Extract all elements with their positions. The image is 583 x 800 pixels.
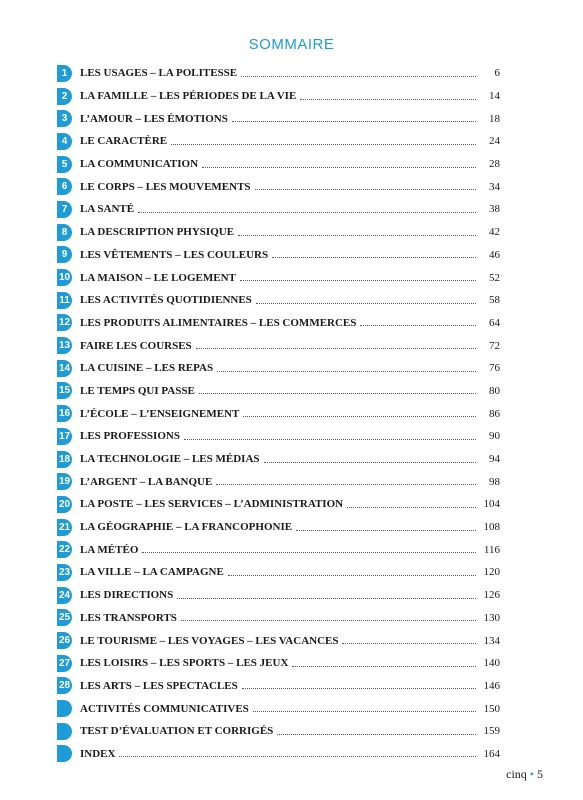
chapter-number-badge: 20 [57, 496, 72, 513]
page-number: 72 [489, 339, 500, 352]
table-of-contents [57, 62, 500, 765]
toc-entry[interactable] [57, 221, 500, 244]
toc-entry[interactable] [57, 720, 500, 743]
dot-leader [119, 748, 476, 757]
dot-leader [277, 726, 476, 735]
chapter-number-badge: 24 [57, 587, 72, 604]
dot-leader [196, 340, 476, 349]
chapter-title: LES ARTS – LES SPECTACLES [80, 679, 238, 692]
dot-leader [242, 680, 476, 689]
toc-entry[interactable] [57, 175, 500, 198]
page-number: 126 [483, 589, 500, 602]
chapter-number-badge: 16 [57, 405, 72, 422]
toc-entry[interactable] [57, 334, 500, 357]
page-number: 146 [483, 679, 500, 692]
toc-entry[interactable] [57, 153, 500, 176]
chapter-number-badge: 18 [57, 451, 72, 468]
chapter-title: LES USAGES – LA POLITESSE [80, 67, 238, 80]
toc-entry[interactable] [57, 516, 500, 539]
page-number: 104 [483, 498, 500, 511]
chapter-title: LA SANTÉ [80, 203, 135, 216]
toc-entry[interactable] [57, 607, 500, 630]
toc-entry[interactable] [57, 357, 500, 380]
chapter-title: LE CORPS – LES MOUVEMENTS [80, 180, 251, 193]
chapter-title: LA FAMILLE – LES PÉRIODES DE LA VIE [80, 90, 297, 103]
chapter-number-badge: 15 [57, 382, 72, 399]
dot-leader [238, 227, 476, 236]
chapter-number-badge: 12 [57, 314, 72, 331]
chapter-title: LE TEMPS QUI PASSE [80, 384, 195, 397]
chapter-title: LES DIRECTIONS [80, 589, 174, 602]
chapter-title: LES PRODUITS ALIMENTAIRES – LES COMMERCES [80, 316, 357, 329]
page-number: 6 [494, 67, 500, 80]
page-number: 14 [489, 90, 500, 103]
footer-word: cinq [506, 767, 527, 781]
toc-entry[interactable] [57, 107, 500, 130]
dot-leader [240, 272, 476, 281]
page-number: 64 [489, 316, 500, 329]
toc-entry[interactable] [57, 85, 500, 108]
chapter-title: L’ARGENT – LA BANQUE [80, 475, 213, 488]
page-number: 46 [489, 248, 500, 261]
dot-leader [138, 204, 476, 213]
toc-entry[interactable] [57, 380, 500, 403]
chapter-number-badge [57, 745, 72, 762]
chapter-number-badge: 11 [57, 292, 72, 309]
page-title: SOMMAIRE [248, 36, 335, 53]
chapter-title: LA VILLE – LA CAMPAGNE [80, 566, 224, 579]
chapter-number-badge: 25 [57, 609, 72, 626]
page-number: 24 [489, 135, 500, 148]
page-number: 120 [483, 566, 500, 579]
chapter-number-badge: 1 [57, 65, 72, 82]
page-number: 130 [483, 611, 500, 624]
chapter-title: LE TOURISME – LES VOYAGES – LES VACANCES [80, 634, 339, 647]
chapter-title: FAIRE LES COURSES [80, 339, 192, 352]
page-number: 76 [489, 362, 500, 375]
toc-entry[interactable] [57, 538, 500, 561]
chapter-number-badge: 19 [57, 473, 72, 490]
chapter-title: ACTIVITÉS COMMUNICATIVES [80, 702, 249, 715]
chapter-title: LA COMMUNICATION [80, 158, 199, 171]
dot-leader [177, 590, 476, 599]
chapter-number-badge: 26 [57, 632, 72, 649]
chapter-number-badge [57, 700, 72, 717]
chapter-number-badge: 23 [57, 564, 72, 581]
chapter-number-badge: 28 [57, 677, 72, 694]
toc-entry[interactable] [57, 652, 500, 675]
dot-leader [181, 612, 476, 621]
dot-leader [199, 385, 476, 394]
dot-leader [232, 113, 476, 122]
dot-leader [216, 476, 476, 485]
chapter-title: LES TRANSPORTS [80, 611, 177, 624]
dot-leader [171, 136, 476, 145]
toc-entry[interactable] [57, 244, 500, 267]
chapter-title: LA CUISINE – LES REPAS [80, 362, 214, 375]
toc-entry[interactable] [57, 675, 500, 698]
toc-entry[interactable] [57, 425, 500, 448]
chapter-title: LA MAISON – LE LOGEMENT [80, 271, 236, 284]
footer-page-number: 5 [537, 767, 543, 781]
toc-entry[interactable] [57, 697, 500, 720]
page-number: 108 [483, 521, 500, 534]
toc-entry[interactable] [57, 198, 500, 221]
dot-leader [241, 68, 476, 77]
page-number: 38 [489, 203, 500, 216]
page-number: 159 [483, 725, 500, 738]
toc-entry[interactable] [57, 743, 500, 766]
page-number: 58 [489, 294, 500, 307]
chapter-number-badge: 13 [57, 337, 72, 354]
page-footer [506, 767, 543, 782]
toc-entry[interactable] [57, 448, 500, 471]
dot-leader [264, 454, 476, 463]
toc-entry[interactable] [57, 629, 500, 652]
dot-leader [184, 431, 476, 440]
dot-leader [300, 91, 476, 100]
page-number: 98 [489, 475, 500, 488]
chapter-title: LA GÉOGRAPHIE – LA FRANCOPHONIE [80, 521, 293, 534]
dot-leader [296, 522, 476, 531]
dot-leader [347, 499, 476, 508]
dot-leader [243, 408, 476, 417]
chapter-number-badge: 22 [57, 541, 72, 558]
page-number: 164 [483, 747, 500, 760]
dot-leader [256, 295, 476, 304]
toc-entry[interactable] [57, 289, 500, 312]
chapter-title: LA POSTE – LES SERVICES – L’ADMINISTRATION [80, 498, 344, 511]
chapter-number-badge: 9 [57, 246, 72, 263]
page-number: 80 [489, 384, 500, 397]
dot-leader [360, 317, 476, 326]
chapter-number-badge: 8 [57, 224, 72, 241]
dot-leader [142, 544, 476, 553]
chapter-number-badge: 10 [57, 269, 72, 286]
page-number: 52 [489, 271, 500, 284]
toc-entry[interactable] [57, 130, 500, 153]
chapter-title: INDEX [80, 747, 116, 760]
page-number: 42 [489, 226, 500, 239]
chapter-number-badge: 6 [57, 178, 72, 195]
chapter-number-badge: 5 [57, 156, 72, 173]
chapter-title: LES LOISIRS – LES SPORTS – LES JEUX [80, 657, 289, 670]
chapter-title: LES ACTIVITÉS QUOTIDIENNES [80, 294, 252, 307]
chapter-number-badge: 2 [57, 88, 72, 105]
dot-leader [202, 159, 476, 168]
chapter-number-badge: 3 [57, 110, 72, 127]
page-number: 18 [489, 112, 500, 125]
chapter-title: LES PROFESSIONS [80, 430, 180, 443]
chapter-title: L’AMOUR – LES ÉMOTIONS [80, 112, 228, 125]
toc-entry[interactable] [57, 402, 500, 425]
chapter-number-badge: 14 [57, 360, 72, 377]
toc-entry[interactable] [57, 312, 500, 335]
chapter-title: LA DESCRIPTION PHYSIQUE [80, 226, 235, 239]
toc-entry[interactable] [57, 561, 500, 584]
chapter-title: LA MÉTÉO [80, 543, 139, 556]
chapter-number-badge: 27 [57, 655, 72, 672]
page-number: 116 [483, 543, 500, 556]
page-number: 34 [489, 180, 500, 193]
chapter-title: LA TECHNOLOGIE – LES MÉDIAS [80, 453, 260, 466]
chapter-title: TEST D’ÉVALUATION ET CORRIGÉS [80, 725, 274, 738]
chapter-number-badge: 21 [57, 519, 72, 536]
page-number: 140 [483, 657, 500, 670]
bullet-icon: • [529, 767, 534, 781]
toc-entry[interactable] [57, 493, 500, 516]
chapter-number-badge: 17 [57, 428, 72, 445]
toc-entry[interactable] [57, 62, 500, 85]
toc-entry[interactable] [57, 266, 500, 289]
page-number: 94 [489, 453, 500, 466]
dot-leader [272, 249, 476, 258]
page-number: 86 [489, 407, 500, 420]
page-number: 28 [489, 158, 500, 171]
chapter-title: LES VÊTEMENTS – LES COULEURS [80, 248, 269, 261]
chapter-number-badge [57, 723, 72, 740]
page-number: 90 [489, 430, 500, 443]
dot-leader [217, 363, 476, 372]
page-number: 150 [483, 702, 500, 715]
chapter-title: LE CARACTÈRE [80, 135, 168, 148]
dot-leader [228, 567, 476, 576]
dot-leader [292, 658, 476, 667]
toc-entry[interactable] [57, 470, 500, 493]
dot-leader [255, 181, 476, 190]
page-number: 134 [483, 634, 500, 647]
chapter-number-badge: 4 [57, 133, 72, 150]
chapter-title: L’ÉCOLE – L’ENSEIGNEMENT [80, 407, 240, 420]
chapter-number-badge: 7 [57, 201, 72, 218]
toc-entry[interactable] [57, 584, 500, 607]
dot-leader [342, 635, 476, 644]
dot-leader [253, 703, 476, 712]
